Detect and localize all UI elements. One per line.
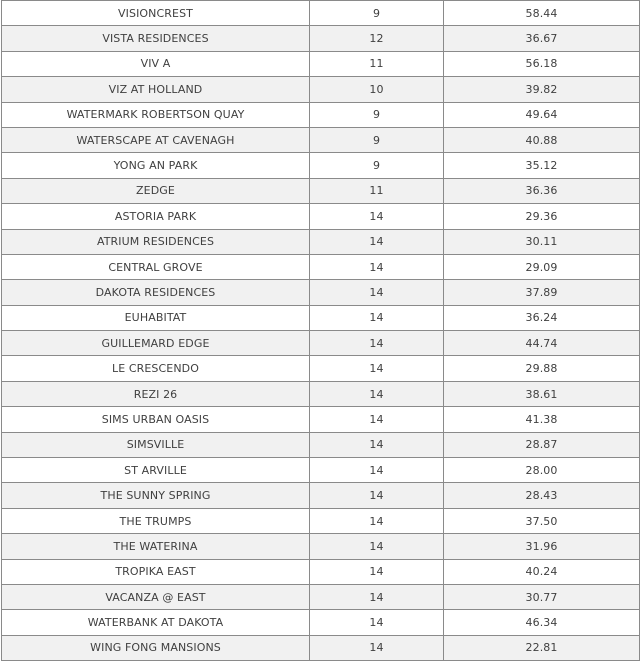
project-name-cell: REZI 26 [2,381,310,406]
district-cell: 14 [310,458,444,483]
table-row [2,508,640,533]
value-cell: 22.81 [444,635,640,660]
table-row [2,432,640,457]
value-cell: 36.36 [444,178,640,203]
district-cell: 14 [310,559,444,584]
project-name-cell: ASTORIA PARK [2,204,310,229]
table-row [2,483,640,508]
district-cell: 14 [310,280,444,305]
district-cell: 14 [310,508,444,533]
value-cell: 36.67 [444,26,640,51]
table-row [2,77,640,102]
value-cell: 29.09 [444,254,640,279]
project-name-cell: YONG AN PARK [2,153,310,178]
project-name-cell: THE WATERINA [2,534,310,559]
district-cell: 14 [310,534,444,559]
project-name-cell: ST ARVILLE [2,458,310,483]
project-name-cell: WATERMARK ROBERTSON QUAY [2,102,310,127]
table-row [2,204,640,229]
table-row [2,26,640,51]
condo-table [1,0,640,661]
district-cell: 14 [310,610,444,635]
value-cell: 28.87 [444,432,640,457]
project-name-cell: VIZ AT HOLLAND [2,77,310,102]
value-cell: 41.38 [444,407,640,432]
project-name-cell: THE SUNNY SPRING [2,483,310,508]
district-cell: 9 [310,153,444,178]
project-name-cell: SIMSVILLE [2,432,310,457]
table-row [2,356,640,381]
table-row [2,51,640,76]
table-body [2,1,640,661]
district-cell: 14 [310,305,444,330]
project-name-cell: THE TRUMPS [2,508,310,533]
project-name-cell: DAKOTA RESIDENCES [2,280,310,305]
district-cell: 10 [310,77,444,102]
value-cell: 37.50 [444,508,640,533]
table-row [2,254,640,279]
table-row [2,534,640,559]
district-cell: 14 [310,483,444,508]
table-row [2,381,640,406]
table-row [2,559,640,584]
project-name-cell: ZEDGE [2,178,310,203]
project-name-cell: VISTA RESIDENCES [2,26,310,51]
value-cell: 29.36 [444,204,640,229]
value-cell: 49.64 [444,102,640,127]
value-cell: 28.43 [444,483,640,508]
table-row [2,635,640,660]
value-cell: 30.77 [444,584,640,609]
project-name-cell: TROPIKA EAST [2,559,310,584]
value-cell: 29.88 [444,356,640,381]
district-cell: 12 [310,26,444,51]
table-row [2,153,640,178]
project-name-cell: VIV A [2,51,310,76]
district-cell: 14 [310,407,444,432]
project-name-cell: LE CRESCENDO [2,356,310,381]
value-cell: 28.00 [444,458,640,483]
project-name-cell: SIMS URBAN OASIS [2,407,310,432]
table-row [2,127,640,152]
value-cell: 31.96 [444,534,640,559]
district-cell: 11 [310,51,444,76]
project-name-cell: CENTRAL GROVE [2,254,310,279]
project-name-cell: VACANZA @ EAST [2,584,310,609]
table-row [2,280,640,305]
table-row [2,178,640,203]
project-name-cell: EUHABITAT [2,305,310,330]
district-cell: 14 [310,254,444,279]
district-cell: 14 [310,584,444,609]
district-cell: 11 [310,178,444,203]
project-name-cell: GUILLEMARD EDGE [2,331,310,356]
value-cell: 30.11 [444,229,640,254]
value-cell: 58.44 [444,1,640,26]
district-cell: 14 [310,432,444,457]
project-name-cell: VISIONCREST [2,1,310,26]
district-cell: 9 [310,102,444,127]
value-cell: 35.12 [444,153,640,178]
table-row [2,610,640,635]
district-cell: 14 [310,356,444,381]
district-cell: 14 [310,381,444,406]
table-row [2,458,640,483]
table-row [2,229,640,254]
value-cell: 38.61 [444,381,640,406]
table-row [2,1,640,26]
district-cell: 14 [310,331,444,356]
value-cell: 39.82 [444,77,640,102]
district-cell: 14 [310,204,444,229]
project-name-cell: WATERBANK AT DAKOTA [2,610,310,635]
value-cell: 40.88 [444,127,640,152]
project-name-cell: WING FONG MANSIONS [2,635,310,660]
value-cell: 36.24 [444,305,640,330]
table-row [2,102,640,127]
district-cell: 9 [310,127,444,152]
district-cell: 14 [310,229,444,254]
table-row [2,305,640,330]
project-name-cell: ATRIUM RESIDENCES [2,229,310,254]
value-cell: 56.18 [444,51,640,76]
table-row [2,331,640,356]
district-cell: 9 [310,1,444,26]
value-cell: 46.34 [444,610,640,635]
table-row [2,407,640,432]
project-name-cell: WATERSCAPE AT CAVENAGH [2,127,310,152]
value-cell: 40.24 [444,559,640,584]
table-row [2,584,640,609]
value-cell: 37.89 [444,280,640,305]
district-cell: 14 [310,635,444,660]
value-cell: 44.74 [444,331,640,356]
